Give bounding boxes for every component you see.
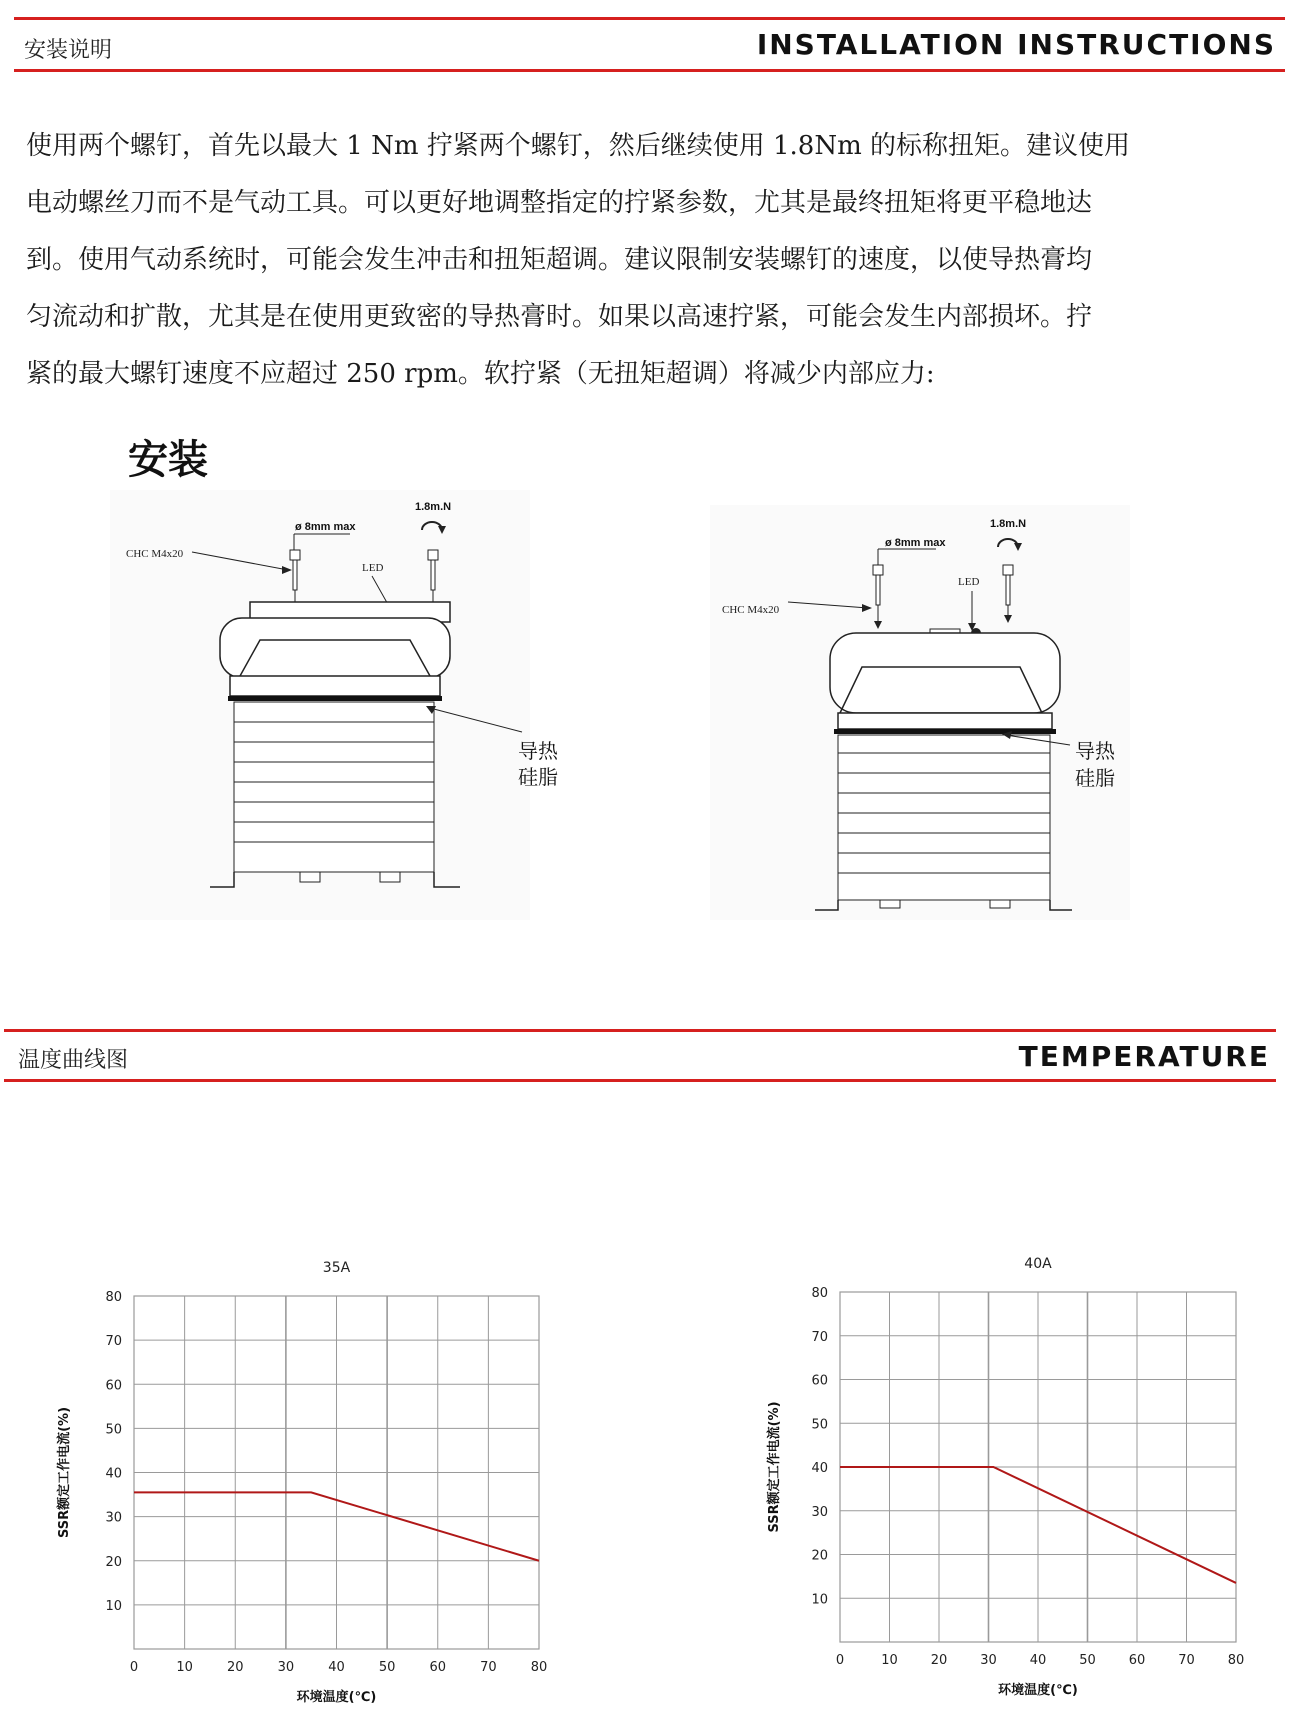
x-tick-label: 60: [429, 1660, 447, 1675]
paragraph-line: 紧的最大螺钉速度不应超过 250 rpm。软拧紧（无扭矩超调）将减少内部应力:: [26, 359, 935, 389]
paragraph-line: 使用两个螺钉，首先以最大 1 Nm 拧紧两个螺钉，然后继续使用 1.8Nm 的标称扭矩。建议使用: [26, 131, 1131, 161]
led-label: LED: [362, 562, 384, 574]
y-tick-label: 10: [105, 1598, 122, 1614]
x-tick-label: 50: [1079, 1653, 1096, 1668]
y-tick-label: 30: [811, 1504, 828, 1520]
x-tick-label: 20: [226, 1660, 244, 1675]
grease-label-line2: 硅脂: [1075, 766, 1115, 790]
temperature-top-line: [4, 1029, 1276, 1032]
temperature-title-cn: 温度曲线图: [18, 1048, 129, 1073]
top-red-line: [14, 17, 1285, 20]
y-axis-label: SSR额定工作电流(%): [767, 1401, 782, 1533]
x-tick-label: 0: [129, 1660, 139, 1675]
screw-arrow-head: [282, 566, 292, 574]
screw-arrow: [192, 552, 288, 570]
y-tick-label: 60: [105, 1378, 122, 1394]
x-tick-label: 80: [530, 1660, 548, 1675]
x-tick-label: 80: [1227, 1653, 1245, 1668]
torque-label: 1.8m.N: [415, 501, 452, 513]
y-tick-label: 10: [811, 1592, 828, 1608]
screw-left: [873, 565, 883, 629]
y-tick-label: 70: [811, 1329, 828, 1345]
instruction-paragraph: [26, 118, 1276, 403]
ssr-housing: [830, 633, 1060, 713]
grease-label-line1: 导热: [518, 739, 558, 763]
x-tick-label: 0: [835, 1653, 845, 1668]
grease-label-line2: 硅脂: [518, 765, 558, 789]
diameter-label: ø 8mm max: [885, 537, 946, 549]
derating-chart-40a: [750, 1255, 1270, 1715]
heatsink: [838, 735, 1050, 900]
paragraph-line: 到。使用气动系统时，可能会发生冲击和扭矩超调。建议限制安装螺钉的速度，以使导热膏均: [26, 245, 1093, 275]
chart-title: 35A: [322, 1260, 351, 1276]
install-title: 安装: [128, 437, 208, 483]
install-figure-2: [710, 505, 1130, 920]
y-tick-label: 40: [105, 1466, 122, 1482]
x-tick-label: 10: [176, 1660, 193, 1675]
section-title-cn: 安装说明: [24, 38, 113, 63]
x-tick-label: 70: [1178, 1653, 1195, 1668]
x-tick-label: 30: [277, 1660, 295, 1675]
x-tick-label: 20: [930, 1653, 948, 1668]
y-tick-label: 50: [105, 1422, 122, 1438]
diameter-label: ø 8mm max: [295, 521, 356, 533]
ssr-drawing-1: [110, 490, 558, 920]
x-tick-label: 40: [1029, 1653, 1047, 1668]
thermal-paste-layer: [834, 729, 1056, 734]
y-axis-label: SSR额定工作电流(%): [57, 1406, 72, 1539]
paragraph-line: 电动螺丝刀而不是气动工具。可以更好地调整指定的拧紧参数，尤其是最终扭矩将更平稳地达: [26, 188, 1093, 218]
ssr-drawing-2: [710, 505, 1130, 920]
paragraph-line: 匀流动和扩散，尤其是在使用更致密的导热膏时。如果以高速拧紧，可能会发生内部损坏。拧: [26, 302, 1093, 332]
header-underline: [14, 69, 1285, 72]
screw-right: [1003, 565, 1013, 623]
screw-label: CHC M4x20: [722, 604, 780, 616]
x-tick-label: 70: [480, 1660, 497, 1675]
install-figure-1: [110, 490, 558, 920]
y-tick-label: 20: [811, 1548, 828, 1564]
y-tick-label: 40: [811, 1461, 828, 1476]
chart-title: 40A: [1024, 1256, 1052, 1272]
temperature-title-en: TEMPERATURE: [1018, 1040, 1270, 1073]
torque-label: 1.8m.N: [990, 518, 1027, 530]
led-label: LED: [958, 576, 980, 588]
x-axis-label: 环境温度(℃): [998, 1683, 1078, 1698]
heatsink: [234, 702, 434, 872]
derating-chart-35a: [40, 1255, 570, 1715]
thermal-paste-layer: [228, 696, 442, 701]
y-tick-label: 50: [811, 1417, 828, 1433]
y-tick-label: 60: [811, 1373, 828, 1389]
ssr-housing: [220, 618, 450, 678]
x-axis-label: 环境温度(℃): [296, 1690, 377, 1705]
y-tick-label: 70: [105, 1334, 122, 1350]
temperature-underline: [4, 1079, 1276, 1082]
x-tick-label: 60: [1128, 1653, 1146, 1668]
y-tick-label: 20: [105, 1554, 122, 1570]
x-tick-label: 10: [881, 1653, 898, 1668]
section-title-en: INSTALLATION INSTRUCTIONS: [756, 28, 1276, 61]
grease-label-line1: 导热: [1075, 739, 1115, 763]
screw-label: CHC M4x20: [126, 548, 184, 560]
x-tick-label: 40: [328, 1660, 345, 1675]
y-tick-label: 30: [105, 1510, 122, 1526]
x-tick-label: 30: [980, 1653, 997, 1668]
y-tick-label: 80: [105, 1290, 122, 1305]
x-tick-label: 50: [378, 1660, 396, 1675]
y-tick-label: 80: [811, 1286, 828, 1301]
